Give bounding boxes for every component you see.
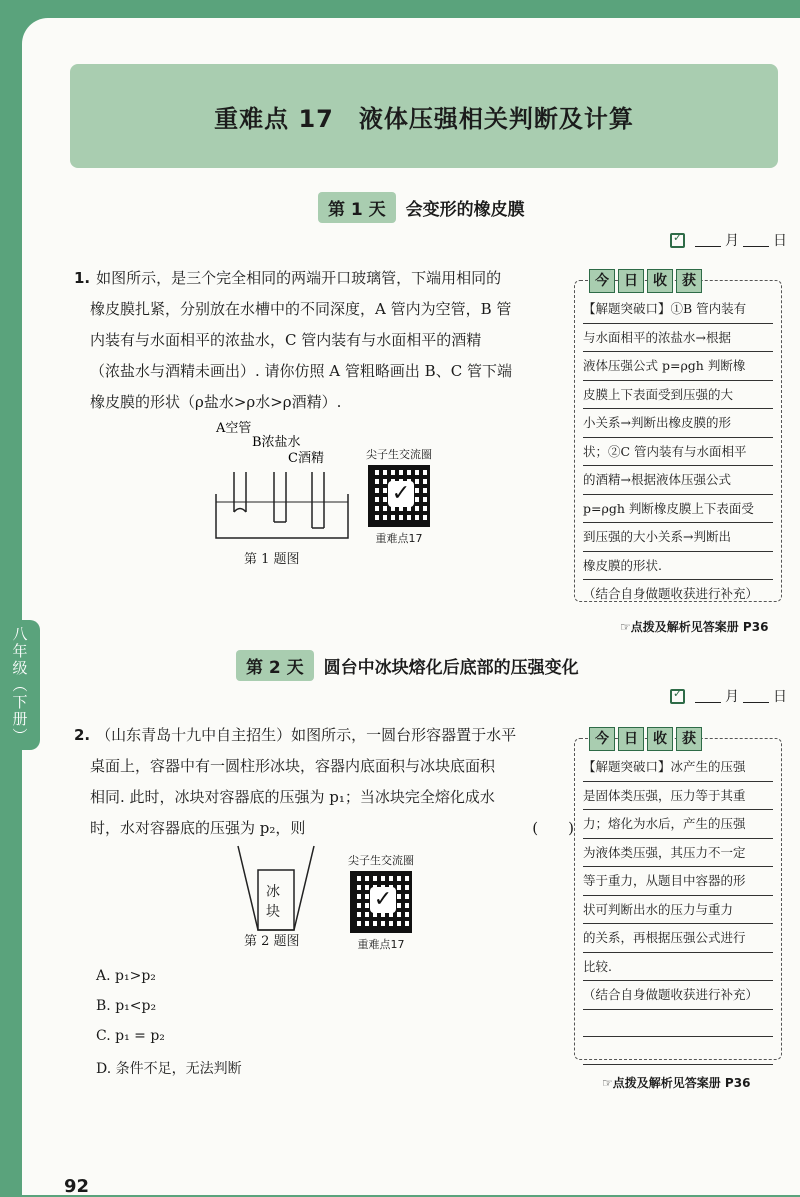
day-blank[interactable]: [743, 233, 769, 247]
day2-title: 圆台中冰块熔化后底部的压强变化: [323, 658, 579, 678]
figure-1-caption: 第 1 题图: [244, 552, 300, 567]
answer-bracket[interactable]: ( ): [532, 819, 574, 837]
qr-code[interactable]: [350, 871, 412, 933]
calendar-check-icon: [670, 689, 685, 704]
day1-heading: [318, 192, 525, 223]
page-number: 92: [64, 1176, 90, 1197]
label-c: C酒精: [288, 451, 324, 466]
page-title: 重难点 17 液体压强相关判断及计算: [214, 104, 634, 133]
day2-badge: 第 2 天: [236, 650, 314, 681]
today-gains-tag: 今 日 收 获: [589, 269, 702, 293]
grade-tab: 八年级（下册）: [0, 620, 40, 750]
today-gains-notes: 【解题突破口】冰产生的压强 是固体类压强，压力等于其重 力；熔化为水后，产生的压强 为液体类压强，其压力不一定 等于重力，从题目中容器的形 状可判断出水的压力与重力 的关系，再根据压强公式进行 比较. （结合自身做题收获进行补充）: [583, 753, 773, 1065]
day-blank[interactable]: [743, 689, 769, 703]
tube-b: [274, 472, 286, 522]
day1-date: ✓ 月 日: [670, 230, 787, 250]
header-band: [70, 64, 778, 168]
question-2: 2. （山东青岛十九中自主招生）如图所示，一圆台形容器置于水平 桌面上，容器中有一圆柱形冰块，容器内底面积与冰块底面积 相同. 此时，冰块对容器底的压强为 p₁；当冰块完全熔化成水 时，水对容器底的压强为 p₂，则 ( ): [74, 720, 574, 844]
option-a[interactable]: A. p₁>p₂: [96, 968, 156, 984]
answer-reference-2: ☞点拨及解析见答案册 P36: [602, 1076, 751, 1090]
option-b[interactable]: B. p₁<p₂: [96, 998, 157, 1014]
water-tank: [216, 494, 348, 538]
answer-reference-1: ☞点拨及解析见答案册 P36: [620, 620, 769, 634]
option-d[interactable]: D. 条件不足，无法判断: [96, 1061, 242, 1077]
day1-badge: 第 1 天: [318, 192, 396, 223]
ice-label: 冰块: [266, 884, 280, 920]
question-1: 1. 如图所示，是三个完全相同的两端开口玻璃管，下端用相同的 橡皮膜扎紧，分别放在水槽中的不同深度，A 管内为空管，B 管 内装有与水面相平的浓盐水，C 管内装有与水面相平的酒精 （浓盐水与酒精未画出）. 请你仿照 A 管粗略画出 B、C 管下端 橡皮膜的形状（ρ盐水>ρ水>ρ酒精）.: [74, 269, 512, 411]
check-icon: ✓: [388, 481, 414, 507]
today-gains-box-1: [574, 273, 782, 602]
qr-code[interactable]: [368, 465, 430, 527]
month-blank[interactable]: [695, 689, 721, 703]
qr-block-1[interactable]: 尖子生交流圈 ✓ 重难点17: [366, 448, 432, 545]
calendar-check-icon: [670, 233, 685, 248]
tube-a: [234, 472, 246, 512]
qr-block-2[interactable]: 尖子生交流圈 ✓ 重难点17: [348, 854, 414, 951]
day1-title: 会变形的橡皮膜: [405, 200, 525, 220]
label-a: A空管: [216, 421, 252, 436]
month-blank[interactable]: [695, 233, 721, 247]
today-gains-tag: 今 日 收 获: [589, 727, 702, 751]
today-gains-box-2: [574, 731, 782, 1060]
tube-c: [312, 472, 324, 528]
label-b: B浓盐水: [252, 435, 301, 450]
figure-1-tubes: [208, 416, 358, 546]
today-gains-notes: 【解题突破口】①B 管内装有 与水面相平的浓盐水→根据 液体压强公式 p=ρgh 判断橡 皮膜上下表面受到压强的大 小关系→判断出橡皮膜的形 状；②C 管内装有与水面相平 的酒精→根据液体压强公式 p=ρgh 判断橡皮膜上下表面受 到压强的大小关系→判断出 橡皮膜的形状. （结合自身做题收获进行补充）: [583, 295, 773, 608]
day2-heading: [236, 650, 579, 681]
check-icon: ✓: [370, 887, 396, 913]
page: [10, 18, 800, 1197]
day2-date: ✓ 月 日: [670, 686, 787, 706]
option-c[interactable]: C. p₁ = p₂: [96, 1028, 165, 1044]
figure-2-caption: 第 2 题图: [244, 934, 300, 949]
